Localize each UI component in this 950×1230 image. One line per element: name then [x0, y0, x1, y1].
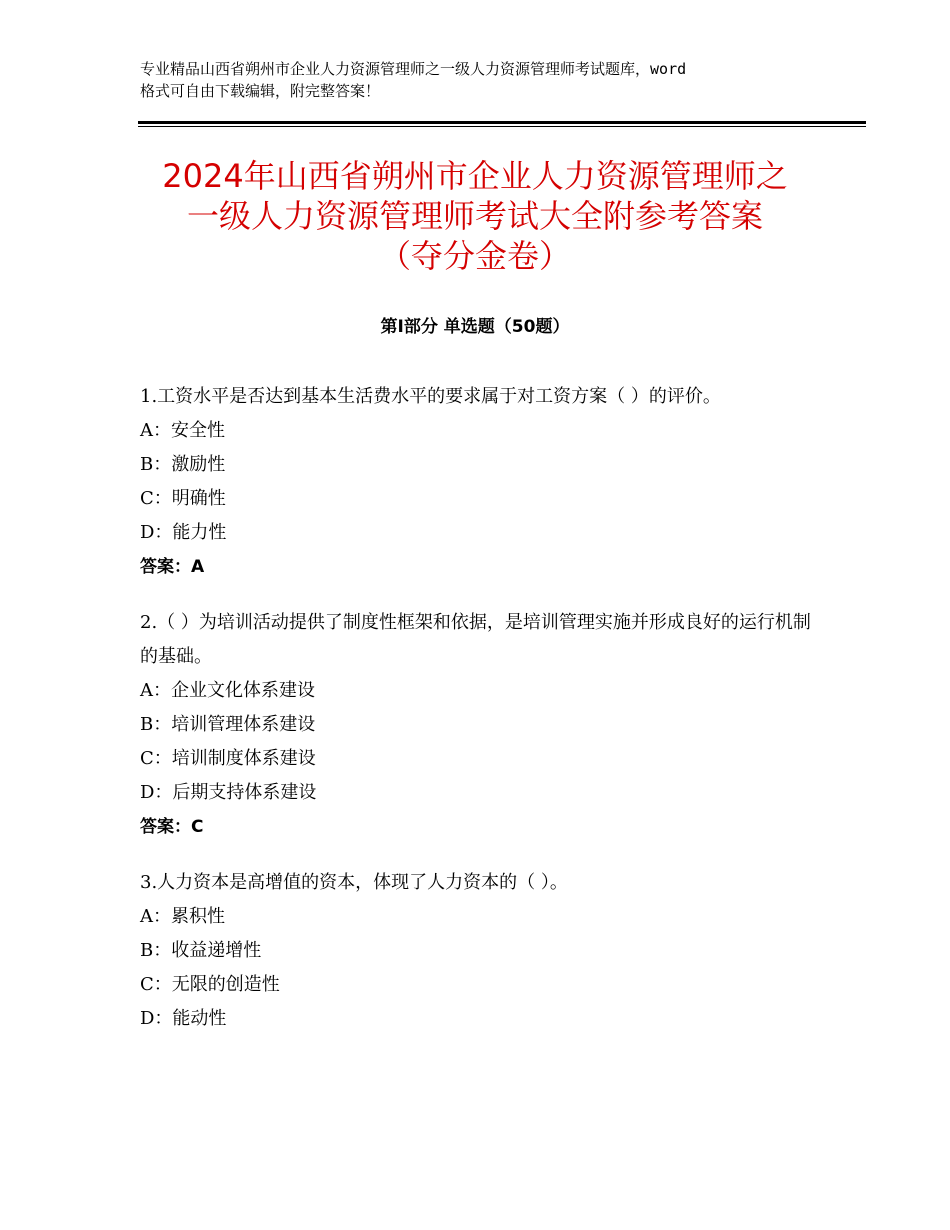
answer: 答案：A — [140, 557, 205, 577]
document-title-line-3: （夺分金卷） — [378, 237, 571, 275]
header-divider-thin — [138, 126, 866, 127]
question-2 — [140, 606, 820, 844]
option-c: C：培训制度体系建设 — [140, 748, 316, 769]
question-list — [140, 380, 820, 1058]
option-b: B：培训管理体系建设 — [140, 714, 316, 735]
option-b: B：激励性 — [140, 454, 226, 475]
question-text: 3.人力资本是高增值的资本，体现了人力资本的（ ）。 — [140, 872, 568, 893]
header-note-line-1: 专业精品山西省朔州市企业人力资源管理师之一级人力资源管理师考试题库，word — [140, 60, 687, 78]
option-a: A：安全性 — [140, 420, 225, 441]
question-3 — [140, 866, 820, 1036]
option-d: D：能力性 — [140, 522, 227, 543]
header-note — [140, 58, 840, 102]
option-c: C：无限的创造性 — [140, 974, 280, 995]
document-title-line-2: 一级人力资源管理师考试大全附参考答案 — [186, 197, 763, 235]
option-b: B：收益递增性 — [140, 940, 262, 961]
option-a: A：累积性 — [140, 906, 225, 927]
option-c: C：明确性 — [140, 488, 226, 509]
option-a: A：企业文化体系建设 — [140, 680, 315, 701]
section-title: 第Ⅰ部分 单选题（50题） — [380, 317, 570, 337]
document-title-line-1: 2024年山西省朔州市企业人力资源管理师之 — [162, 157, 788, 195]
header-note-line-2: 格式可自由下载编辑，附完整答案！ — [140, 82, 381, 100]
question-1 — [140, 380, 820, 584]
document-title — [0, 156, 950, 276]
header-divider-thick — [138, 121, 866, 124]
option-d: D：能动性 — [140, 1008, 227, 1029]
option-d: D：后期支持体系建设 — [140, 782, 317, 803]
question-text: 1.工资水平是否达到基本生活费水平的要求属于对工资方案（ ）的评价。 — [140, 386, 721, 407]
answer: 答案：C — [140, 817, 204, 837]
question-text: 2.（ ）为培训活动提供了制度性框架和依据，是培训管理实施并形成良好的运行机制的基础。 — [140, 612, 811, 667]
